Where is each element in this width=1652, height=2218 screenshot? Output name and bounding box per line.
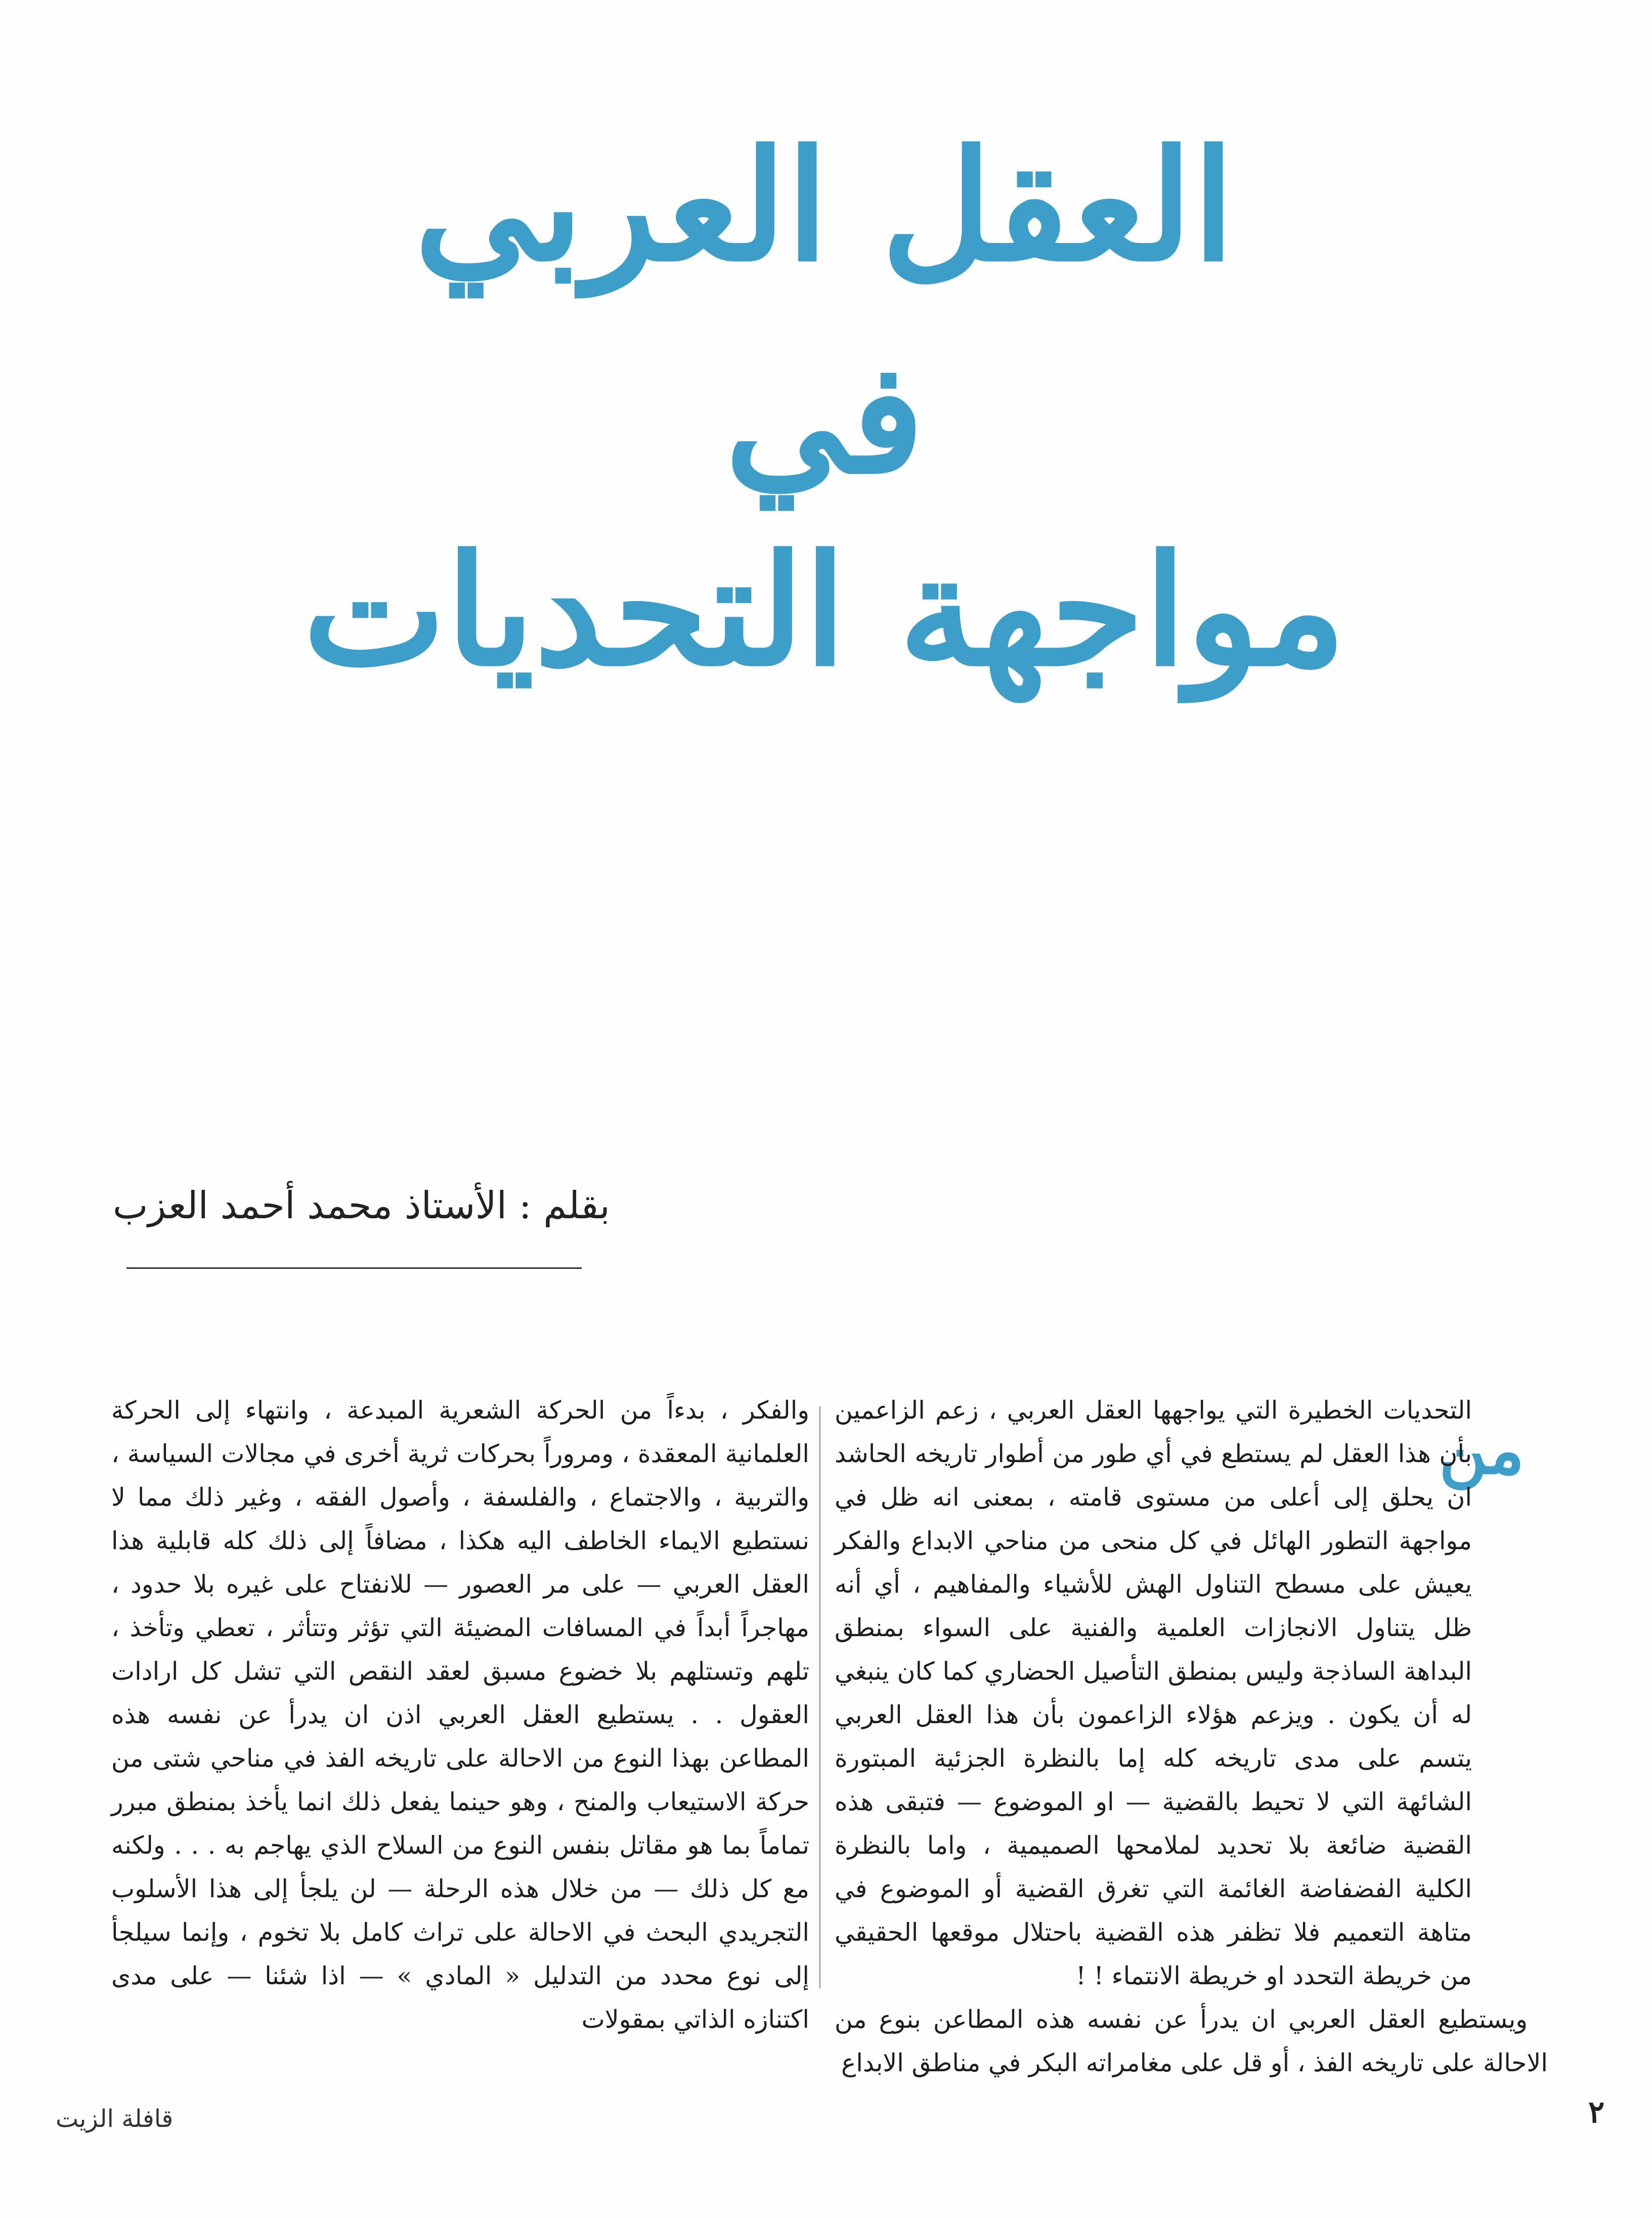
title-line-1: العقل العربي (414, 116, 1235, 295)
column-divider (819, 1406, 820, 1988)
article-column-left (111, 1389, 809, 2041)
article-column-right (835, 1389, 1548, 2085)
paragraph: والفكر ، بدءاً من الحركة الشعرية المبدعة ، وانتهاء إلى الحركة العلمانية المعقدة ، ومروراً بحركات ثرية أخرى في مجالات السياسة ، والتربية ، والاجتماع ، والفلسفة ، وأصول الفقه ، وغير ذلك مما لا نستطيع الايماء الخاطف اليه هكذا ، مضافاً إلى ذلك كله قابلية هذا العقل العربي — على مر العصور — للانفتاح على غيره بلا حدود ، مهاجراً أبداً في المسافات المضيئة التي تؤثر وتتأثر ، تعطي وتأخذ ، تلهم وتستلهم بلا خضوع مسبق لعقد النقص التي تشل كل ارادات العقول . . يستطيع العقل العربي اذن ان يدرأ عن نفسه هذه المطاعن بهذا النوع من الاحالة على تاريخه الفذ في مناحي شتى من حركة الاستيعاب والمنح ، وهو حينما يفعل ذلك انما يأخذ بمنطق مبرر تماماً بما هو مقاتل بنفس النوع من السلاح الذي يهاجم به . . . ولكنه مع كل ذلك — من خلال هذه الرحلة — لن يلجأ إلى هذا الأسلوب التجريدي البحث في الاحالة على تراث كامل بلا تخوم ، وإنما سيلجأ إلى نوع محدد من التدليل « المادي » — اذا شئنا — على مدى اكتنازه الذاتي بمقولات (111, 1396, 809, 2034)
title-line-2: في (725, 329, 924, 507)
magazine-name: قافلة الزيت (56, 2105, 173, 2133)
article-title (76, 116, 1573, 734)
paragraph: ويستطيع العقل العربي ان يدرأ عن نفسه هذه المطاعن بنوع من الاحالة على تاريخه الفذ ، أو قل على مغامراته البكر في مناطق الابداع (835, 2005, 1548, 2077)
drop-cap-mark: من (1439, 1412, 1525, 1489)
byline-underline (126, 1267, 582, 1269)
paragraph: التحديات الخطيرة التي يواجهها العقل العربي ، زعم الزاعمين بأن هذا العقل لم يستطع في أي طور من أطوار تاريخه الحاشد ان يحلق إلى أعلى من مستوى قامته ، بمعنى انه ظل في مواجهة التطور الهائل في كل منحى من مناحي الابداع والفكر يعيش على مسطح التناول الهش للأشياء والمفاهيم ، أي أنه ظل يتناول الانجازات العلمية والفنية على السواء بمنطق البداهة الساذجة وليس بمنطق التأصيل الحضاري كما كان ينبغي له أن يكون . ويزعم هؤلاء الزاعمون بأن هذا العقل العربي يتسم على مدى تاريخه كله إما بالنظرة الجزئية المبتورة الشائهة التي لا تحيط بالقضية — او الموضوع — فتبقى هذه القضية ضائعة بلا تحديد لملامحها الصميمية ، واما بالنظرة الكلية الفضفاضة الغائمة التي تغرق القضية أو الموضوع في متاهة التعميم فلا تظفر هذه القضية باحتلال موقعها الحقيقي من خريطة التحدد او خريطة الانتماء ! ! (835, 1396, 1472, 1990)
page-number: ٢ (1588, 2095, 1605, 2130)
author-byline: بقلم : الأستاذ محمد أحمد العزب (112, 1184, 610, 1227)
title-line-3: مواجهة التحديات (303, 521, 1346, 700)
